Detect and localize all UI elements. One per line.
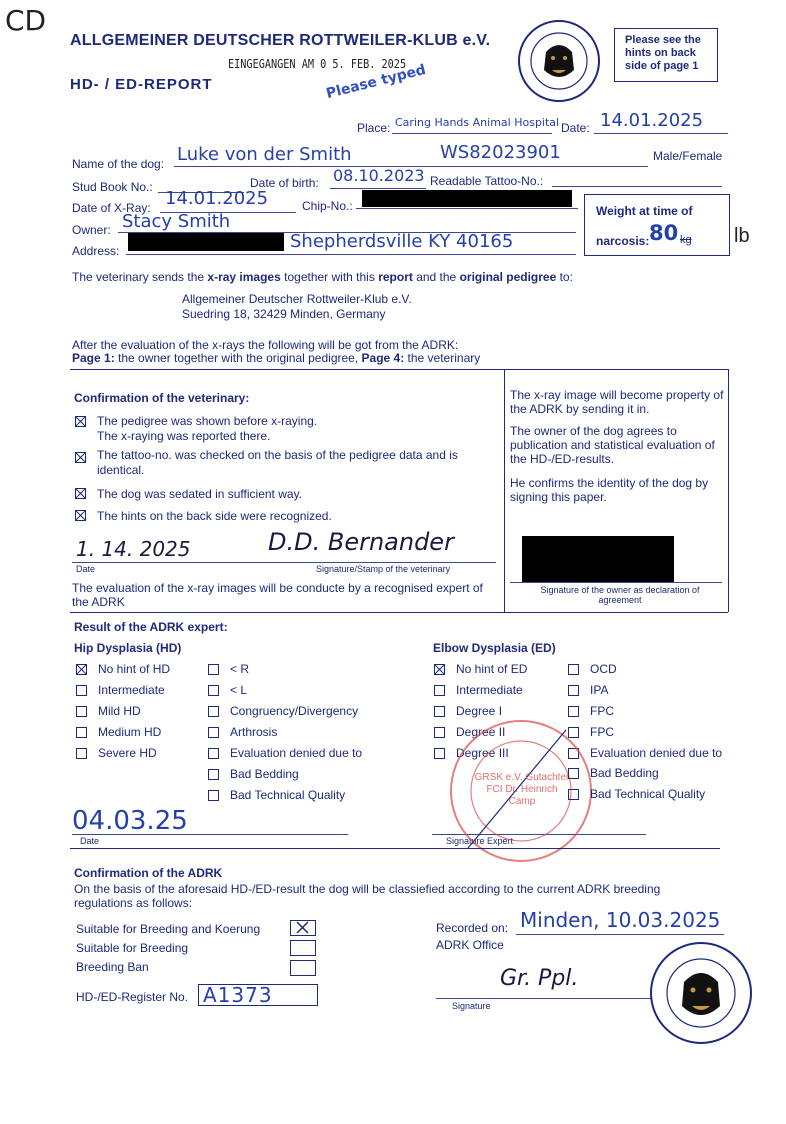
hd-option-label: Severe HD bbox=[98, 746, 157, 760]
ed-detail-checkbox[interactable] bbox=[568, 664, 579, 675]
hd-detail-checkbox[interactable] bbox=[208, 727, 219, 738]
birth-value: 08.10.2023 bbox=[333, 166, 425, 185]
ed-detail-label: FPC bbox=[590, 725, 614, 739]
result-title: Result of the ADRK expert: bbox=[74, 620, 228, 634]
weight-label: narcosis: bbox=[596, 234, 650, 248]
ed-option-label: Degree I bbox=[456, 704, 503, 718]
ed-title: Elbow Dysplasia (ED) bbox=[433, 641, 556, 655]
expert-signature-label: Signature Expert bbox=[446, 836, 514, 846]
option-breeding-box[interactable] bbox=[290, 940, 316, 956]
tattoo-label: Readable Tattoo-No.: bbox=[430, 174, 544, 188]
hd-option-label: Intermediate bbox=[98, 683, 165, 697]
hd-detail-label: < L bbox=[230, 683, 248, 697]
ed-option-label: Intermediate bbox=[456, 683, 523, 697]
ed-detail-label: OCD bbox=[590, 662, 617, 676]
adrk-address-1: Allgemeiner Deutscher Rottweiler-Klub e.V. bbox=[182, 292, 412, 306]
ed-option-checkbox[interactable] bbox=[434, 664, 445, 675]
xray-date-label: Date of X-Ray: bbox=[72, 201, 151, 215]
ed-bad-quality-checkbox[interactable] bbox=[568, 789, 579, 800]
vet-check-sedated[interactable] bbox=[75, 488, 86, 499]
ed-detail-label: IPA bbox=[590, 683, 609, 697]
hd-bad-quality-checkbox[interactable] bbox=[208, 790, 219, 801]
report-title: HD- / ED-REPORT bbox=[70, 76, 213, 93]
owner-label: Owner: bbox=[72, 223, 111, 237]
expert-stamp-text: GRSK e.V. Gutachter FCI Dr. Heinrich Camp bbox=[474, 772, 570, 807]
vet-date-label: Date bbox=[76, 564, 96, 574]
vet-item-3: The tattoo-no. was checked on the basis of the pedigree data and is bbox=[97, 448, 458, 462]
owner-value: Stacy Smith bbox=[122, 211, 231, 232]
vet-date-value: 1. 14. 2025 bbox=[76, 537, 191, 561]
expert-date-value: 04.03.25 bbox=[72, 806, 188, 836]
vet-check-tattoo[interactable] bbox=[75, 452, 86, 463]
date-label: Date: bbox=[561, 121, 590, 135]
hd-option-checkbox[interactable] bbox=[76, 748, 87, 759]
ed-option-checkbox[interactable] bbox=[434, 748, 445, 759]
weight-unit: kg bbox=[680, 234, 692, 246]
ed-option-label: Degree III bbox=[456, 746, 509, 760]
received-stamp: EINGEGANGEN AM 0 5. FEB. 2025 bbox=[228, 57, 407, 71]
vet-item-4: identical. bbox=[97, 463, 145, 477]
hd-option-label: Mild HD bbox=[98, 704, 141, 718]
option-breeding: Suitable for Breeding bbox=[76, 941, 189, 955]
weight-value: 80 bbox=[649, 221, 679, 245]
adrk-stamp-icon bbox=[648, 940, 754, 1046]
vet-item-6: The hints on the back side were recognized. bbox=[97, 509, 332, 523]
register-label: HD-/ED-Register No. bbox=[76, 990, 189, 1004]
vet-item-2: The x-raying was reported there. bbox=[97, 429, 271, 443]
register-field[interactable] bbox=[198, 984, 318, 1006]
address-label: Address: bbox=[72, 244, 120, 258]
hd-detail-checkbox[interactable] bbox=[208, 748, 219, 759]
hd-option-checkbox[interactable] bbox=[76, 727, 87, 738]
hd-bad-bedding-label: Bad Bedding bbox=[230, 767, 299, 781]
option-breeding-koerung: Suitable for Breeding and Koerung bbox=[76, 922, 261, 936]
hd-detail-checkbox[interactable] bbox=[208, 706, 219, 717]
studbook-label: Stud Book No.: bbox=[72, 180, 153, 194]
owner-text-2: The owner of the dog agrees to publication and statistical evaluation of the HD-/ED-results. bbox=[510, 424, 715, 466]
ed-detail-label: Evaluation denied due to bbox=[590, 746, 723, 760]
hd-option-checkbox[interactable] bbox=[76, 706, 87, 717]
owner-signature-redacted bbox=[522, 536, 674, 582]
recorded-value: Minden, 10.03.2025 bbox=[520, 908, 721, 932]
vet-check-hints[interactable] bbox=[75, 510, 86, 521]
xray-date-value: 14.01.2025 bbox=[165, 188, 269, 209]
office-signature-label: Signature bbox=[452, 1001, 491, 1011]
vet-signature-label: Signature/Stamp of the veterinary bbox=[316, 564, 451, 574]
hd-bad-bedding-checkbox[interactable] bbox=[208, 769, 219, 780]
register-value: A1373 bbox=[203, 983, 273, 1007]
place-label: Place: bbox=[357, 121, 391, 135]
vet-check-pedigree[interactable] bbox=[75, 416, 86, 427]
vet-item-5: The dog was sedated in sufficient way. bbox=[97, 487, 303, 501]
eval-note: The evaluation of the x-ray images will be conducte by a recognised expert of the ADRK bbox=[72, 581, 483, 609]
birth-label: Date of birth: bbox=[250, 176, 319, 190]
weight-note: lb bbox=[734, 225, 750, 247]
expert-date-label: Date bbox=[80, 836, 100, 846]
adrk-logo-icon bbox=[516, 18, 602, 104]
dog-name-value: Luke von der Smith bbox=[177, 144, 352, 165]
place-value: Caring Hands Animal Hospital bbox=[395, 116, 560, 129]
hd-detail-label: Arthrosis bbox=[230, 725, 278, 739]
received-note: Please typed bbox=[324, 61, 428, 103]
date-value: 14.01.2025 bbox=[600, 110, 704, 131]
recorded-label: Recorded on: bbox=[436, 921, 509, 935]
ed-option-label: Degree II bbox=[456, 725, 506, 739]
hd-option-label: No hint of HD bbox=[98, 662, 171, 676]
ed-bad-bedding-label: Bad Bedding bbox=[590, 766, 659, 780]
office-signature: Gr. Ppl. bbox=[500, 966, 579, 991]
club-name: ALLGEMEINER DEUTSCHER ROTTWEILER-KLUB e.V. bbox=[70, 32, 491, 49]
hd-detail-label: Evaluation denied due to bbox=[230, 746, 363, 760]
address-redacted bbox=[128, 233, 284, 251]
adrk-confirm-text: On the basis of the aforesaid HD-/ED-result the dog will be classiefied according to the current ADRK breeding regulations as follows: bbox=[74, 882, 661, 910]
owner-text-1: The x-ray image will become property of the ADRK by sending it in. bbox=[510, 388, 724, 416]
option-breeding-koerung-box[interactable] bbox=[290, 920, 316, 936]
send-instructions: The veterinary sends the x-ray images together with this report and the original pedigree to: bbox=[72, 270, 573, 284]
ed-bad-quality-label: Bad Technical Quality bbox=[590, 787, 706, 801]
owner-text-3: He confirms the identity of the dog by signing this paper. bbox=[510, 476, 709, 504]
adrk-address-2: Suedring 18, 32429 Minden, Germany bbox=[182, 307, 386, 321]
ed-detail-checkbox[interactable] bbox=[568, 685, 579, 696]
vet-item-1: The pedigree was shown before x-raying. bbox=[97, 414, 318, 428]
weight-title: Weight at time of bbox=[596, 204, 693, 218]
hd-option-checkbox[interactable] bbox=[76, 664, 87, 675]
vet-signature: D.D. Bernander bbox=[268, 528, 454, 556]
address-value: Shepherdsville KY 40165 bbox=[290, 231, 514, 252]
hint-box bbox=[614, 28, 718, 82]
adrk-confirm-title: Confirmation of the ADRK bbox=[74, 866, 223, 880]
ed-bad-bedding-checkbox[interactable] bbox=[568, 768, 579, 779]
ed-detail-checkbox[interactable] bbox=[568, 706, 579, 717]
after-eval: After the evaluation of the x-rays the following will be got from the ADRK: bbox=[72, 338, 459, 352]
hd-detail-label: < R bbox=[230, 662, 250, 676]
chip-label: Chip-No.: bbox=[302, 199, 353, 213]
registration-value: WS82023901 bbox=[440, 142, 561, 163]
sex-label: Male/Female bbox=[653, 149, 723, 163]
option-ban-box[interactable] bbox=[290, 960, 316, 976]
vet-confirm-title: Confirmation of the veterinary: bbox=[74, 391, 250, 405]
ed-option-label: No hint of ED bbox=[456, 662, 528, 676]
hint-text: Please see the hints on back side of page 1 bbox=[625, 34, 701, 72]
ed-option-checkbox[interactable] bbox=[434, 727, 445, 738]
ed-detail-label: FPC bbox=[590, 704, 614, 718]
ed-option-checkbox[interactable] bbox=[434, 685, 445, 696]
ed-option-checkbox[interactable] bbox=[434, 706, 445, 717]
hd-bad-quality-label: Bad Technical Quality bbox=[230, 788, 346, 802]
hd-option-checkbox[interactable] bbox=[76, 685, 87, 696]
hd-detail-checkbox[interactable] bbox=[208, 664, 219, 675]
corner-mark: CD bbox=[5, 4, 47, 37]
option-ban: Breeding Ban bbox=[76, 960, 149, 974]
chip-redacted bbox=[362, 190, 572, 207]
owner-signature-label: Signature of the owner as declaration of agreement bbox=[540, 585, 700, 605]
hd-title: Hip Dysplasia (HD) bbox=[74, 641, 182, 655]
hd-detail-checkbox[interactable] bbox=[208, 685, 219, 696]
dog-name-label: Name of the dog: bbox=[72, 157, 165, 171]
hd-detail-label: Congruency/Divergency bbox=[230, 704, 359, 718]
page-info: Page 1: the owner together with the original pedigree, Page 4: the veterinary bbox=[72, 351, 481, 365]
office-label: ADRK Office bbox=[436, 938, 504, 952]
hd-option-label: Medium HD bbox=[98, 725, 162, 739]
